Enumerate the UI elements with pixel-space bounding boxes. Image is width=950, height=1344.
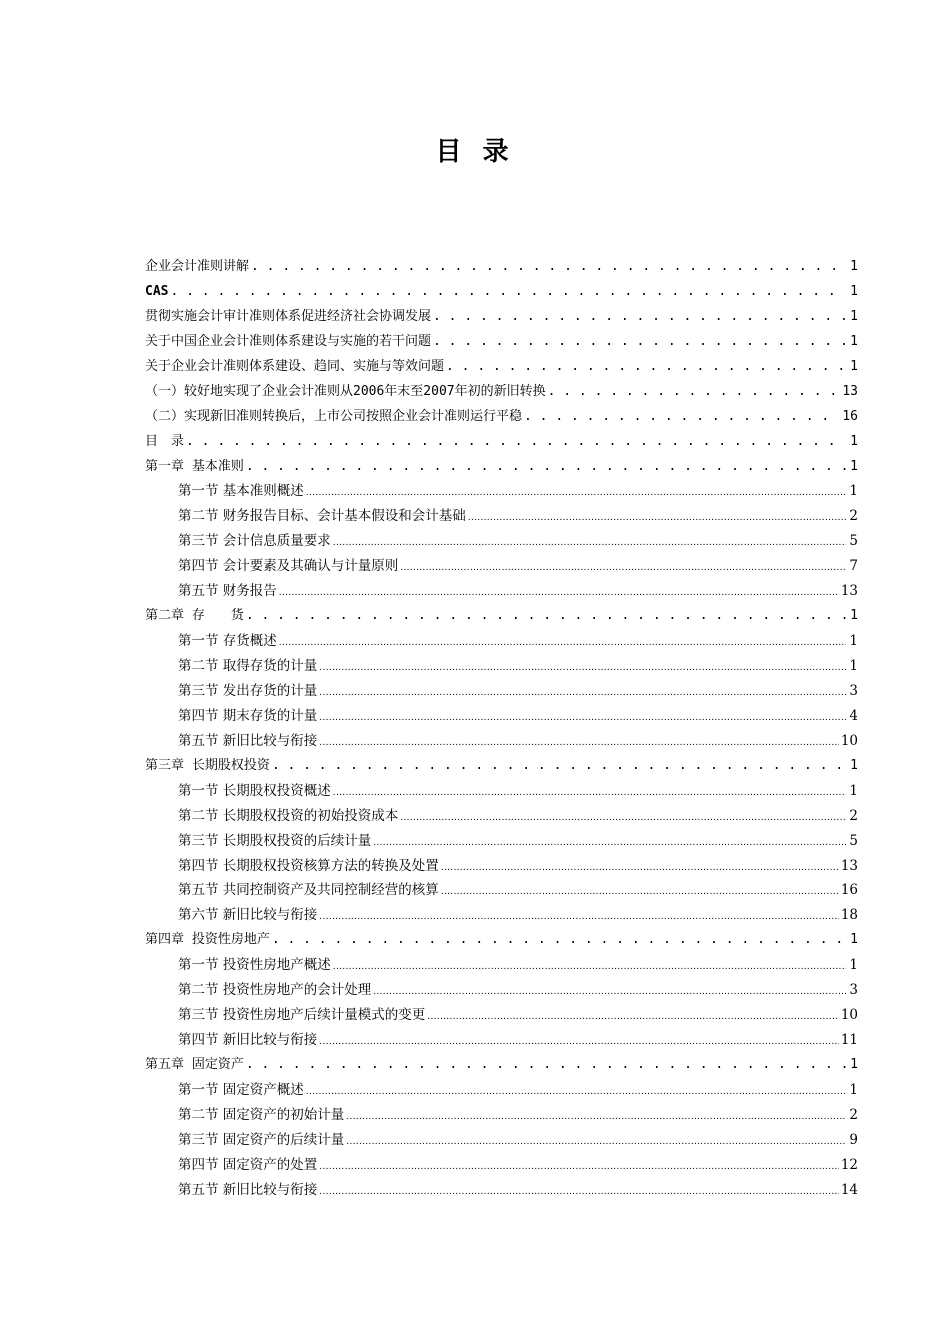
toc-entry-page: 16 xyxy=(842,408,858,424)
toc-section[interactable] xyxy=(145,654,858,679)
toc-dot-leader xyxy=(170,280,846,305)
toc-dot-leader xyxy=(279,629,846,656)
toc-entry-label: 第一节 固定资产概述 xyxy=(178,1081,304,1098)
toc-entry-page: 14 xyxy=(840,1181,858,1198)
toc-entry-label: 第四节 长期股权投资核算方法的转换及处置 xyxy=(178,857,439,874)
toc-entry-label: 第三节 会计信息质量要求 xyxy=(178,533,331,550)
toc-section[interactable] xyxy=(145,529,858,554)
toc-section[interactable] xyxy=(145,679,858,704)
toc-section[interactable] xyxy=(145,878,858,903)
toc-entry[interactable] xyxy=(145,280,858,305)
toc-dot-leader xyxy=(246,455,846,480)
toc-entry-page: 1 xyxy=(849,782,858,799)
toc-entry-label: 关于企业会计准则体系建设、趋同、实施与等效问题 xyxy=(145,358,445,374)
toc-entry-label: 第四节 会计要素及其确认与计量原则 xyxy=(178,558,399,575)
toc-entry-label: CAS xyxy=(145,283,169,299)
toc-entry-label: 第五节 新旧比较与衔接 xyxy=(178,1181,318,1198)
toc-section[interactable] xyxy=(145,1003,858,1028)
toc-dot-leader xyxy=(319,1028,839,1055)
toc-entry-label: 第四节 期末存货的计量 xyxy=(178,707,318,724)
toc-entry-page: 1 xyxy=(850,333,858,349)
toc-dot-leader xyxy=(319,704,846,731)
toc-entry-page: 1 xyxy=(850,932,858,948)
toc-entry-page: 1 xyxy=(850,308,858,324)
toc-dot-leader xyxy=(333,953,846,980)
toc-entry-page: 12 xyxy=(840,1156,858,1173)
toc-section[interactable] xyxy=(145,629,858,654)
toc-chapter[interactable] xyxy=(145,604,858,629)
toc-section[interactable] xyxy=(145,554,858,579)
toc-dot-leader xyxy=(433,305,846,330)
toc-entry-page: 1 xyxy=(850,433,858,449)
toc-entry-page: 1 xyxy=(849,633,858,650)
toc-dot-leader xyxy=(319,679,846,706)
toc-section[interactable] xyxy=(145,704,858,729)
toc-entry-page: 2 xyxy=(849,508,858,525)
table-of-contents xyxy=(145,255,858,1203)
toc-dot-leader xyxy=(319,654,846,681)
toc-entry-label: 第三节 长期股权投资的后续计量 xyxy=(178,832,372,849)
toc-entry-label: 第二章 存 货 xyxy=(145,608,244,624)
toc-section[interactable] xyxy=(145,1153,858,1178)
toc-entry-label: 企业会计准则讲解 xyxy=(145,259,250,274)
toc-entry-page: 1 xyxy=(849,658,858,674)
toc-section[interactable] xyxy=(145,779,858,804)
toc-entry-page: 5 xyxy=(849,533,858,550)
toc-dot-leader xyxy=(441,878,839,905)
toc-dot-leader xyxy=(548,380,841,405)
toc-chapter[interactable] xyxy=(145,928,858,953)
toc-dot-leader xyxy=(306,479,846,506)
toc-entry[interactable] xyxy=(145,305,858,330)
toc-entry-page: 1 xyxy=(849,483,858,500)
toc-entry-label: 第二节 长期股权投资的初始投资成本 xyxy=(178,807,399,824)
toc-entry[interactable] xyxy=(145,255,858,280)
toc-section[interactable] xyxy=(145,978,858,1003)
toc-entry-label: 第一节 基本准则概述 xyxy=(178,483,304,500)
toc-chapter[interactable] xyxy=(145,754,858,779)
toc-entry-page: 10 xyxy=(840,1007,858,1024)
toc-dot-leader xyxy=(400,554,846,581)
toc-entry-label: （一）较好地实现了企业会计准则从2006年末至2007年初的新旧转换 xyxy=(145,383,546,399)
toc-entry-page: 4 xyxy=(849,707,858,724)
toc-entry-page: 9 xyxy=(849,1131,858,1148)
toc-entry-label: 第二节 财务报告目标、会计基本假设和会计基础 xyxy=(178,508,466,525)
toc-dot-leader xyxy=(319,1153,839,1180)
toc-section[interactable] xyxy=(145,829,858,854)
toc-entry[interactable] xyxy=(145,355,858,380)
toc-entry-page: 13 xyxy=(840,583,858,600)
toc-entry-page: 13 xyxy=(840,857,858,874)
toc-dot-leader xyxy=(279,579,839,606)
toc-entry-page: 7 xyxy=(849,558,858,575)
toc-title: 目 录 xyxy=(435,137,515,167)
toc-entry-page: 1 xyxy=(850,608,858,624)
toc-section[interactable] xyxy=(145,953,858,978)
toc-dot-leader xyxy=(319,729,839,756)
toc-entry-label: 第二节 取得存货的计量 xyxy=(178,658,318,674)
toc-entry-label: 第一节 存货概述 xyxy=(178,633,277,650)
toc-entry-page: 5 xyxy=(849,832,858,849)
toc-entry-label: 第三节 投资性房地产后续计量模式的变更 xyxy=(178,1007,426,1024)
toc-entry-label: 第三节 发出存货的计量 xyxy=(178,682,318,699)
toc-entry[interactable] xyxy=(145,330,858,355)
toc-entry[interactable] xyxy=(145,430,858,455)
toc-entry-page: 1 xyxy=(850,1057,858,1072)
toc-entry-label: 第一章 基本准则 xyxy=(145,458,244,474)
toc-entry-page: 1 xyxy=(850,458,858,474)
toc-entry-page: 11 xyxy=(840,1032,858,1049)
toc-dot-leader xyxy=(319,903,839,930)
toc-dot-leader xyxy=(373,829,846,856)
toc-section[interactable] xyxy=(145,903,858,928)
toc-dot-leader xyxy=(333,529,846,556)
toc-dot-leader xyxy=(441,854,839,881)
toc-entry-label: 第二节 固定资产的初始计量 xyxy=(178,1106,345,1123)
toc-section[interactable] xyxy=(145,854,858,879)
toc-entry-page: 3 xyxy=(849,982,858,999)
toc-section[interactable] xyxy=(145,504,858,529)
toc-entry-page: 1 xyxy=(849,1081,858,1098)
toc-entry-page: 2 xyxy=(849,1106,858,1123)
toc-entry[interactable] xyxy=(145,405,858,430)
toc-dot-leader xyxy=(272,928,846,953)
toc-entry-page: 1 xyxy=(850,757,858,773)
toc-section[interactable] xyxy=(145,1128,858,1153)
toc-entry-label: 第四章 投资性房地产 xyxy=(145,932,270,948)
toc-entry-label: 第五节 财务报告 xyxy=(178,583,277,600)
toc-entry-label: 第二节 投资性房地产的会计处理 xyxy=(178,982,372,999)
toc-section[interactable] xyxy=(145,1178,858,1203)
toc-dot-leader xyxy=(272,754,846,779)
toc-entry-label: 贯彻实施会计审计准则体系促进经济社会协调发展 xyxy=(145,308,432,324)
toc-section[interactable] xyxy=(145,1078,858,1103)
toc-entry-label: 第三章 长期股权投资 xyxy=(145,757,270,773)
toc-entry-label: 关于中国企业会计准则体系建设与实施的若干问题 xyxy=(145,333,432,349)
toc-entry-page: 2 xyxy=(849,807,858,824)
toc-dot-leader xyxy=(251,255,846,280)
toc-entry-label: 第五节 共同控制资产及共同控制经营的核算 xyxy=(178,882,439,899)
toc-entry-page: 16 xyxy=(840,882,858,899)
toc-dot-leader xyxy=(346,1103,846,1130)
toc-dot-leader xyxy=(333,779,846,806)
toc-dot-leader xyxy=(246,604,846,629)
toc-entry-label: 第六节 新旧比较与衔接 xyxy=(178,907,318,924)
toc-entry-label: 目 录 xyxy=(145,433,185,449)
toc-dot-leader xyxy=(373,978,846,1005)
toc-dot-leader xyxy=(468,504,846,531)
toc-dot-leader xyxy=(400,804,846,831)
toc-dot-leader xyxy=(524,405,840,430)
toc-entry-page: 1 xyxy=(850,283,858,299)
toc-entry-label: 第四节 新旧比较与衔接 xyxy=(178,1032,318,1049)
toc-chapter[interactable] xyxy=(145,455,858,480)
toc-section[interactable] xyxy=(145,804,858,829)
toc-entry-label: 第四节 固定资产的处置 xyxy=(178,1156,318,1173)
toc-entry-page: 13 xyxy=(842,383,858,399)
toc-dot-leader xyxy=(427,1003,839,1030)
toc-entry-page: 1 xyxy=(849,957,858,974)
toc-entry-label: 第一节 投资性房地产概述 xyxy=(178,957,331,974)
toc-entry-label: 第五章 固定资产 xyxy=(145,1057,244,1072)
toc-entry-label: 第三节 固定资产的后续计量 xyxy=(178,1131,345,1148)
toc-section[interactable] xyxy=(145,479,858,504)
toc-dot-leader xyxy=(446,355,846,380)
toc-entry[interactable] xyxy=(145,380,858,405)
toc-dot-leader xyxy=(433,330,846,355)
toc-entry-page: 10 xyxy=(840,732,858,749)
toc-section[interactable] xyxy=(145,729,858,754)
toc-dot-leader xyxy=(306,1078,846,1105)
toc-dot-leader xyxy=(319,1178,839,1205)
toc-entry-label: （二）实现新旧准则转换后，上市公司按照企业会计准则运行平稳 xyxy=(145,408,523,424)
toc-section[interactable] xyxy=(145,1103,858,1128)
toc-dot-leader xyxy=(246,1053,846,1078)
toc-dot-leader xyxy=(346,1128,846,1155)
toc-entry-page: 1 xyxy=(850,358,858,374)
toc-dot-leader xyxy=(186,430,846,455)
toc-section[interactable] xyxy=(145,1028,858,1053)
toc-entry-page: 1 xyxy=(850,259,858,274)
toc-entry-page: 18 xyxy=(840,907,858,924)
toc-entry-label: 第五节 新旧比较与衔接 xyxy=(178,732,318,749)
toc-entry-page: 3 xyxy=(849,682,858,699)
toc-chapter[interactable] xyxy=(145,1053,858,1078)
toc-entry-label: 第一节 长期股权投资概述 xyxy=(178,782,331,799)
toc-section[interactable] xyxy=(145,579,858,604)
